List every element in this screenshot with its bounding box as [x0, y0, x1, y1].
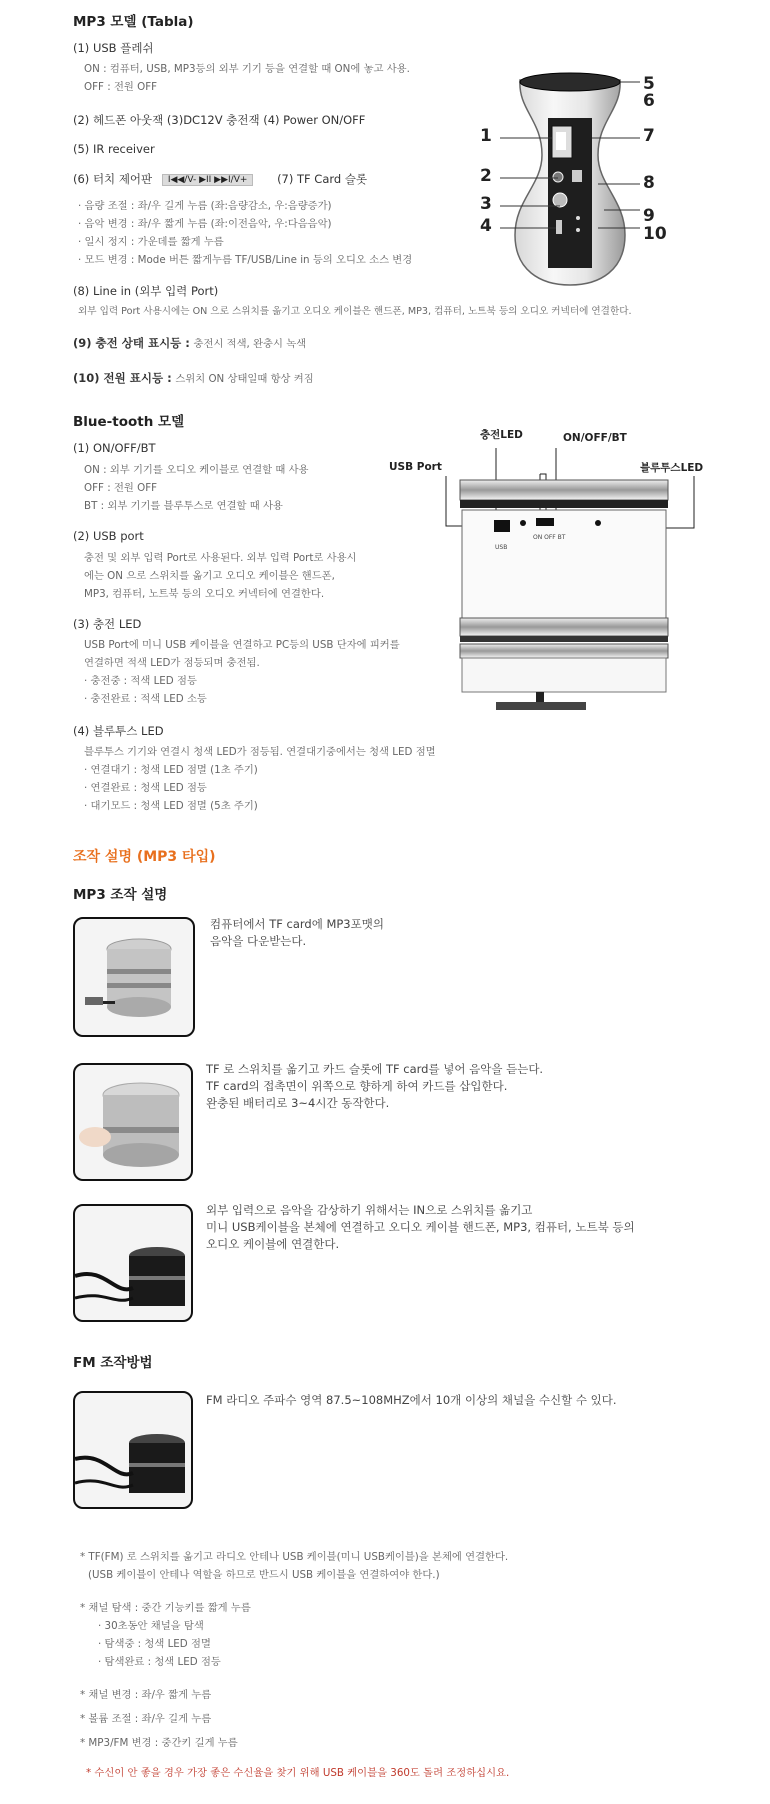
- touch-line-track: · 음악 변경 : 좌/우 짧게 누름 (좌:이전음악, 우:다음음악): [78, 218, 332, 230]
- step3-line-1: 외부 입력으로 음악을 감상하기 위해서는 IN으로 스위치를 옮기고: [206, 1203, 533, 1217]
- callout-7: 7: [643, 126, 655, 146]
- mp3-section-title: MP3 모델 (Tabla): [73, 14, 194, 30]
- tf-slot-label: (7) TF Card 슬롯: [277, 172, 368, 186]
- line-in-text: 외부 입력 Port 사용시에는 ON 으로 스위치를 옮기고 오디오 케이블은 핸드폰, MP3, 컴퓨터, 노트북 등의 오디오 커넥터에 연결한다.: [78, 306, 632, 317]
- fm-photo: [73, 1391, 193, 1509]
- touch-line-mode: · 모드 변경 : Mode 버튼 짧게누름 TF/USB/Line in 등의 오디오 소스 변경: [78, 254, 413, 266]
- note-5: · 탐색중 : 청색 LED 점멸: [98, 1638, 211, 1650]
- touch-panel-row: [73, 171, 367, 187]
- touch-panel-heading: (6) 터치 제어판: [73, 172, 153, 186]
- step3-line-2: 미니 USB케이블을 본체에 연결하고 오디오 케이블 핸드폰, MP3, 컴퓨터, 노트북 등의: [206, 1220, 635, 1234]
- step3-line-3: 오디오 케이블에 연결한다.: [206, 1237, 340, 1251]
- bt-led-line-3: · 충전중 : 적색 LED 점등: [84, 675, 197, 687]
- charge-indicator-row: [73, 335, 306, 351]
- bt-section-title: Blue-tooth 모델: [73, 414, 185, 430]
- power-indicator-row: [73, 370, 314, 386]
- bt-usb-heading: (2) USB port: [73, 529, 144, 543]
- note-6: · 탐색완료 : 청색 LED 점등: [98, 1656, 221, 1668]
- callout-6: 6: [643, 91, 655, 111]
- note-8: * 볼륨 조절 : 좌/우 길게 누름: [80, 1713, 212, 1725]
- bt-bluetooth-led-line-2: · 연결대기 : 청색 LED 점멸 (1초 주기): [84, 764, 258, 776]
- bt-usb-line-1: 충전 및 외부 입력 Port로 사용된다. 외부 입력 Port로 사용시: [84, 552, 357, 564]
- note-3: * 채널 탐색 : 중간 기능키를 짧게 누름: [80, 1602, 251, 1614]
- operations-title: 조작 설명 (MP3 타입): [73, 849, 216, 865]
- ir-receiver-line: (5) IR receiver: [73, 142, 155, 156]
- touch-line-volume: · 음량 조절 : 좌/우 길게 누름 (좌:음량감소, 우:음량증가): [78, 200, 332, 212]
- callout-4: 4: [480, 216, 492, 236]
- callout-1: 1: [480, 126, 492, 146]
- usb-flash-heading: (1) USB 플레쉬: [73, 41, 154, 55]
- touch-line-pause: · 일시 정지 : 가운데를 짧게 누름: [78, 236, 224, 248]
- bt-onoff-heading: (1) ON/OFF/BT: [73, 441, 156, 455]
- bt-led-line-2: 연결하면 적색 LED가 점등되며 충전됨.: [84, 657, 260, 669]
- callout-3: 3: [480, 194, 492, 214]
- speaker-photo-2: [75, 1065, 191, 1179]
- usb-flash-off-line: OFF : 전원 OFF: [84, 81, 158, 93]
- line-in-heading: (8) Line in (외부 입력 Port): [73, 284, 219, 298]
- bt-bluetooth-led-line-1: 블루투스 기기와 연결시 청색 LED가 점등됨. 연결대기중에서는 청색 LED 점멸: [84, 746, 436, 758]
- label-bluetooth-led: 블루투스LED: [640, 462, 704, 474]
- callout-9: 9: [643, 206, 655, 226]
- mp3-operations-title: MP3 조작 설명: [73, 887, 168, 903]
- step1-line-2: 음악을 다운받는다.: [210, 934, 307, 948]
- callout-2: 2: [480, 166, 492, 186]
- power-indicator-text: 스위치 ON 상태일때 항상 켜짐: [175, 373, 314, 385]
- bt-onoff-bt: BT : 외부 기기를 블루투스로 연결할 때 사용: [84, 500, 283, 512]
- note-7: * 채널 변경 : 좌/우 짧게 누름: [80, 1689, 212, 1701]
- bt-onoff-on: ON : 외부 기기를 오디오 케이블로 연결할 때 사용: [84, 464, 309, 476]
- fm-title: FM 조작방법: [73, 1355, 153, 1371]
- callout-10: 10: [643, 224, 667, 244]
- reception-warning: * 수신이 안 좋을 경우 가장 좋은 수신율을 찾기 위해 USB 케이블을 360도 돌려 조정하십시요.: [86, 1767, 510, 1779]
- bt-bluetooth-led-line-3: · 연결완료 : 청색 LED 점등: [84, 782, 207, 794]
- label-usb-port: USB Port: [389, 461, 442, 473]
- bt-led-line-4: · 충전완료 : 적색 LED 소등: [84, 693, 207, 705]
- note-4: · 30초동안 채널을 탐색: [98, 1620, 204, 1632]
- bt-usb-line-2: 에는 ON 으로 스위치를 옮기고 오디오 케이블은 핸드폰,: [84, 570, 335, 582]
- fm-text: FM 라디오 주파수 영역 87.5~108MHZ에서 10개 이상의 채널을 수신할 수 있다.: [206, 1393, 617, 1407]
- step2-photo: [73, 1063, 193, 1181]
- power-indicator-heading: (10) 전원 표시등 :: [73, 371, 172, 385]
- charge-indicator-heading: (9) 충전 상태 표시등 :: [73, 336, 190, 350]
- bt-led-line-1: USB Port에 미니 USB 케이블을 연결하고 PC등의 USB 단자에 피커를: [84, 639, 400, 651]
- bt-led-heading: (3) 충전 LED: [73, 617, 142, 631]
- label-charge-led: 충전LED: [480, 429, 523, 441]
- speaker-photo-3: [75, 1206, 191, 1320]
- speaker-photo-fm: [75, 1393, 191, 1507]
- step2-line-3: 완충된 배터리로 3~4시간 동작한다.: [206, 1096, 390, 1110]
- callout-5: 5: [643, 74, 655, 94]
- step2-line-1: TF 로 스위치를 옮기고 카드 슬롯에 TF card를 넣어 음악을 듣는다.: [206, 1062, 544, 1076]
- usb-flash-on-line: ON : 컴퓨터, USB, MP3등의 외부 기기 등을 연결할 때 ON에 놓고 사용.: [84, 63, 410, 75]
- bt-bluetooth-led-line-4: · 대기모드 : 청색 LED 점멸 (5초 주기): [84, 800, 258, 812]
- callout-8: 8: [643, 173, 655, 193]
- charge-indicator-text: 충전시 적색, 완충시 녹색: [193, 338, 307, 350]
- bt-speaker-diagram: [376, 440, 706, 710]
- step3-photo: [73, 1204, 193, 1322]
- step2-line-2: TF card의 접촉면이 위쪽으로 향하게 하여 카드를 삽입한다.: [206, 1079, 508, 1093]
- note-9: * MP3/FM 변경 : 중간키 길게 누름: [80, 1737, 238, 1749]
- label-onoff-bt: ON/OFF/BT: [563, 432, 627, 444]
- switch-small-label: ON OFF BT: [533, 534, 566, 541]
- speaker-photo-1: [75, 919, 193, 1035]
- ports-line: (2) 헤드폰 아웃잭 (3)DC12V 충전잭 (4) Power ON/OFF: [73, 113, 366, 127]
- bt-onoff-off: OFF : 전원 OFF: [84, 482, 158, 494]
- bt-bluetooth-led-heading: (4) 블루투스 LED: [73, 724, 164, 738]
- step1-photo: [73, 917, 195, 1037]
- usb-small-label: USB: [495, 544, 508, 551]
- note-1: * TF(FM) 로 스위치를 옮기고 라디오 안테나 USB 케이블(미니 USB케이블)을 본체에 연결한다.: [80, 1551, 509, 1563]
- bt-usb-line-3: MP3, 컴퓨터, 노트북 등의 오디오 커넥터에 연결한다.: [84, 588, 325, 600]
- touch-buttons-strip: I◀◀/V- ▶II ▶▶I/V+: [162, 174, 254, 186]
- step1-line-1: 컴퓨터에서 TF card에 MP3포맷의: [210, 917, 384, 931]
- note-2: (USB 케이블이 안테나 역할을 하므로 반드시 USB 케이블을 연결하여야 한다.): [88, 1569, 440, 1581]
